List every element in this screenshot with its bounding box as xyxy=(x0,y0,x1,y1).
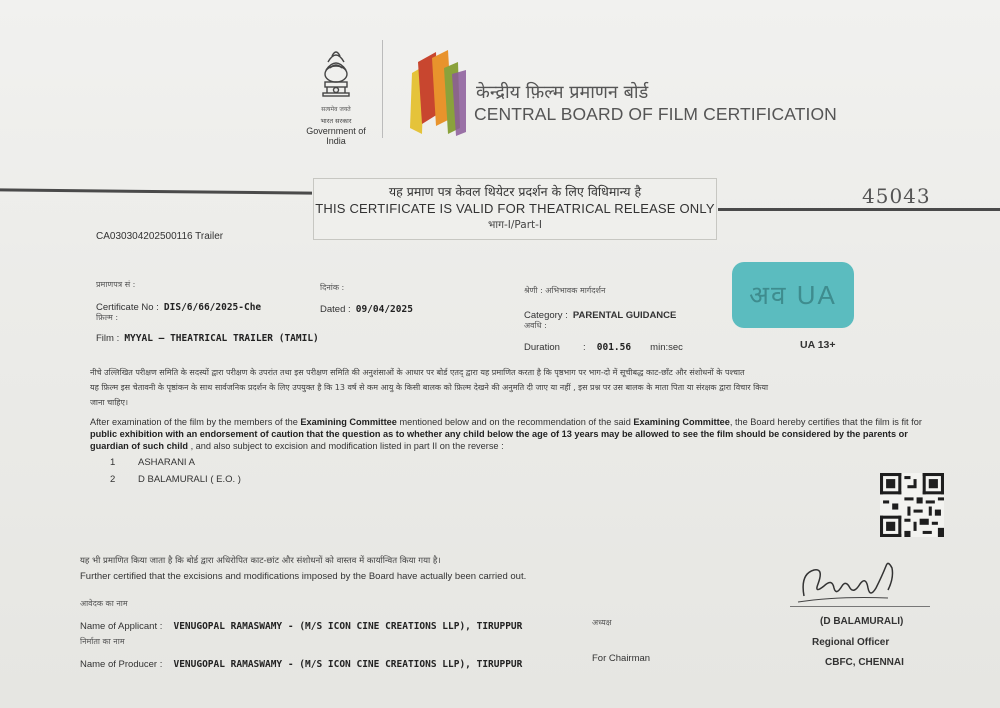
producer-value: VENUGOPAL RAMASWAMY - (M/S ICON CINE CREATIONS LLP), TIRUPPUR xyxy=(173,659,523,670)
category-label: Category : xyxy=(524,310,568,321)
national-emblem xyxy=(296,44,376,146)
producer-label: Name of Producer : xyxy=(80,659,163,670)
para-text-2: mentioned below and on the recommendation of the said xyxy=(396,417,634,427)
reference-number: CA030304202500116 Trailer xyxy=(96,231,224,242)
committee-member-name: D BALAMURALI ( E.O. ) xyxy=(138,474,241,485)
producer-label-hindi: निर्माता का नाम xyxy=(80,637,125,646)
category-row xyxy=(524,303,676,322)
board-name-hindi: केन्द्रीय फ़िल्म प्रमाणन बोर्ड xyxy=(476,82,649,103)
header-divider xyxy=(382,40,383,138)
board-name-english: CENTRAL BOARD OF FILM CERTIFICATION xyxy=(474,104,837,124)
government-hindi: भारत सरकार xyxy=(320,117,352,125)
government-english: Government of India xyxy=(306,126,366,146)
rating-label: UA 13+ xyxy=(800,339,836,351)
rule-right xyxy=(718,208,1000,211)
committee-member-number: 2 xyxy=(110,474,116,485)
category-value: PARENTAL GUIDANCE xyxy=(572,310,677,321)
duration-value: 001.56 xyxy=(596,342,632,353)
film-row xyxy=(96,326,319,345)
para-text-4: , and also subject to excision and modification listed in part II on the reverse : xyxy=(188,441,504,451)
signatory-name: (D BALAMURALI) xyxy=(820,616,904,627)
validity-english: THIS CERTIFICATE IS VALID FOR THEATRICAL RELEASE ONLY xyxy=(315,201,715,216)
para-bold-1: Examining Committee xyxy=(300,417,397,427)
cert-no-row xyxy=(96,295,261,314)
serial-number: 45043 xyxy=(862,184,931,208)
producer-row xyxy=(80,652,522,671)
applicant-row xyxy=(80,614,522,633)
cbfc-logo-icon xyxy=(408,48,468,138)
date-value: 09/04/2025 xyxy=(355,304,413,315)
signature-icon xyxy=(796,556,916,606)
date-row xyxy=(320,297,413,316)
hindi-paragraph-line-1: नीचे उल्लिखित परीक्षण समिति के सदस्यों द्वारा परीक्षण के उपरांत तथा इस परीक्षण समिति की अनुशंसाओं के आधार पर बोर्ड एतद् द्वारा यह प्रमाणित करता है कि पृष्ठभाग पर भाग-दो में सूचीबद्ध काट-छाँट और संशोधनों के पश्चात xyxy=(90,368,745,377)
chairman-label: For Chairman xyxy=(592,653,651,664)
para-bold-2: Examining Committee xyxy=(633,417,730,427)
validity-hindi: यह प्रमाण पत्र केवल थियेटर प्रदर्शन के लिए विधिमान्य है xyxy=(388,184,642,199)
rule-left xyxy=(0,188,312,194)
signature-line xyxy=(790,606,930,607)
cert-no-label-hindi: प्रमाणपत्र सं : xyxy=(96,280,136,289)
film-label-hindi: फ़िल्म : xyxy=(96,313,119,322)
cert-no-label: Certificate No : xyxy=(96,302,159,313)
certificate-part: भाग-I/Part-I xyxy=(487,219,543,231)
applicant-label: Name of Applicant : xyxy=(80,621,163,632)
committee-member-number: 1 xyxy=(110,457,116,468)
applicant-label-hindi: आवेदक का नाम xyxy=(80,599,128,608)
para-text-3: , the Board hereby certifies that the film is fit for xyxy=(729,417,922,427)
validity-box xyxy=(313,178,717,240)
duration-label: Duration xyxy=(524,342,560,353)
duration-label-hindi: अवधि : xyxy=(524,321,547,330)
signatory-office: CBFC, CHENNAI xyxy=(825,657,904,668)
emblem-motto: सत्यमेव जयते xyxy=(321,106,351,113)
film-label: Film : xyxy=(96,333,120,344)
hindi-paragraph-line-2: यह फ़िल्म इस चेतावनी के पृष्ठांकन के साथ सार्वजनिक प्रदर्शन के लिए उपयुक्त है कि 13 वर्ष से कम आयु के किसी बालक को फ़िल्म देखने की अनुमति दी जाए या नहीं , इस प्रश्न पर उस बालक के माता पिता या संरक्षक द्वारा विचार किया xyxy=(90,383,769,392)
qr-code-icon xyxy=(880,473,944,537)
committee-member-name: ASHARANI A xyxy=(138,457,196,468)
applicant-value: VENUGOPAL RAMASWAMY - (M/S ICON CINE CREATIONS LLP), TIRUPPUR xyxy=(173,621,523,632)
hindi-paragraph-line-3: जाना चाहिए। xyxy=(90,398,128,407)
date-label-hindi: दिनांक : xyxy=(320,283,345,292)
category-label-hindi: श्रेणी : अभिभावक मार्गदर्शन xyxy=(524,286,606,295)
duration-unit: min:sec xyxy=(650,342,683,353)
cert-no-value: DIS/6/66/2025-Che xyxy=(163,302,262,313)
date-label: Dated : xyxy=(320,304,351,315)
duration-row: Duration : 001.56 min:sec xyxy=(524,342,683,353)
para-bold-3: public exhibition with an endorsement of caution that the question as to whether any child below the age of 13 years may be allowed to see the film should be considered by the parents or guardian of such child xyxy=(90,429,908,451)
certification-note-hindi: यह भी प्रमाणित किया जाता है कि बोर्ड द्वारा अधिरोपित काट-छांट और संशोधनों को वास्तव में कार्यान्वित किया गया है। xyxy=(80,556,441,566)
chairman-label-hindi: अध्यक्ष xyxy=(592,618,612,627)
para-text-1: After examination of the film by the members of the xyxy=(90,417,301,427)
rating-badge: अव UA xyxy=(732,262,854,328)
signatory-title: Regional Officer xyxy=(812,637,890,648)
film-value: MYYAL – THEATRICAL TRAILER (TAMIL) xyxy=(124,333,319,344)
certification-note-english: Further certified that the excisions and modifications imposed by the Board have actually been carried out. xyxy=(80,571,527,582)
english-paragraph xyxy=(90,416,942,452)
ashoka-lion-emblem-icon xyxy=(316,44,356,104)
